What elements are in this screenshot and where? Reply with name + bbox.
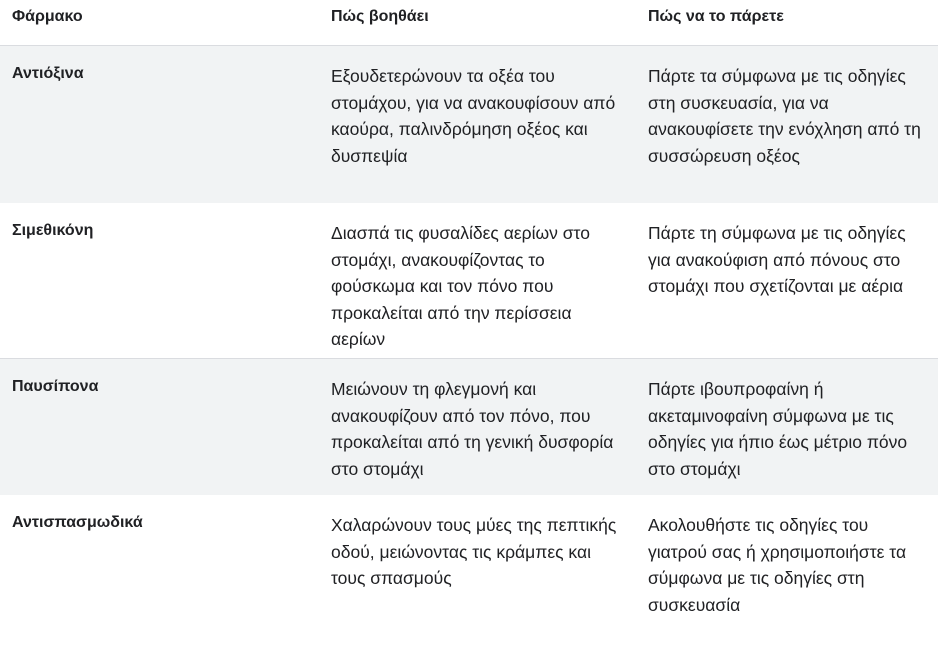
header-drug: Φάρμακο [12,8,83,25]
header-how-to-take: Πώς να το πάρετε [648,8,784,25]
drug-name: Παυσίπονα [12,378,99,395]
drug-name: Σιμεθικόνη [12,222,94,239]
how-it-helps-text: Μειώνουν τη φλεγμονή και ανακουφίζουν από τον πόνο, που προκαλείται από τη γενική δυσφορία στο στομάχι [331,379,614,479]
how-to-take-text: Πάρτε ιβουπροφαίνη ή ακεταμινοφαίνη σύμφωνα με τις οδηγίες για ήπιο έως μέτριο πόνο στο στομάχι [648,379,908,479]
how-to-take-text: Πάρτε τα σύμφωνα με τις οδηγίες στη συσκευασία, για να ανακουφίσετε την ενόχληση από τη συσσώρευση οξέος [648,66,921,166]
table-row [0,46,938,203]
how-it-helps-text: Εξουδετερώνουν τα οξέα του στομάχου, για να ανακουφίσουν από καούρα, παλινδρόμηση οξέος και δυσπεψία [331,66,616,166]
how-it-helps-text: Διασπά τις φυσαλίδες αερίων στο στομάχι, ανακουφίζοντας το φούσκωμα και τον πόνο που προκαλείται από την περίσσεια αερίων [331,223,590,349]
drug-name: Αντιόξινα [12,65,84,82]
header-how-it-helps: Πώς βοηθάει [331,8,429,25]
table-row [0,203,938,359]
how-to-take-text: Ακολουθήστε τις οδηγίες του γιατρού σας ή χρησιμοποιήστε τα σύμφωνα με τις οδηγίες στη συσκευασία [648,515,907,615]
how-it-helps-text: Χαλαρώνουν τους μύες της πεπτικής οδού, μειώνοντας τις κράμπες και τους σπασμούς [331,515,617,588]
drug-name: Αντισπασμωδικά [12,514,143,531]
table-row [0,359,938,495]
table-row [0,495,938,651]
table-header-row [0,0,938,46]
how-to-take-text: Πάρτε τη σύμφωνα με τις οδηγίες για ανακούφιση από πόνους στο στομάχι που σχετίζονται με αέρια [648,223,906,296]
